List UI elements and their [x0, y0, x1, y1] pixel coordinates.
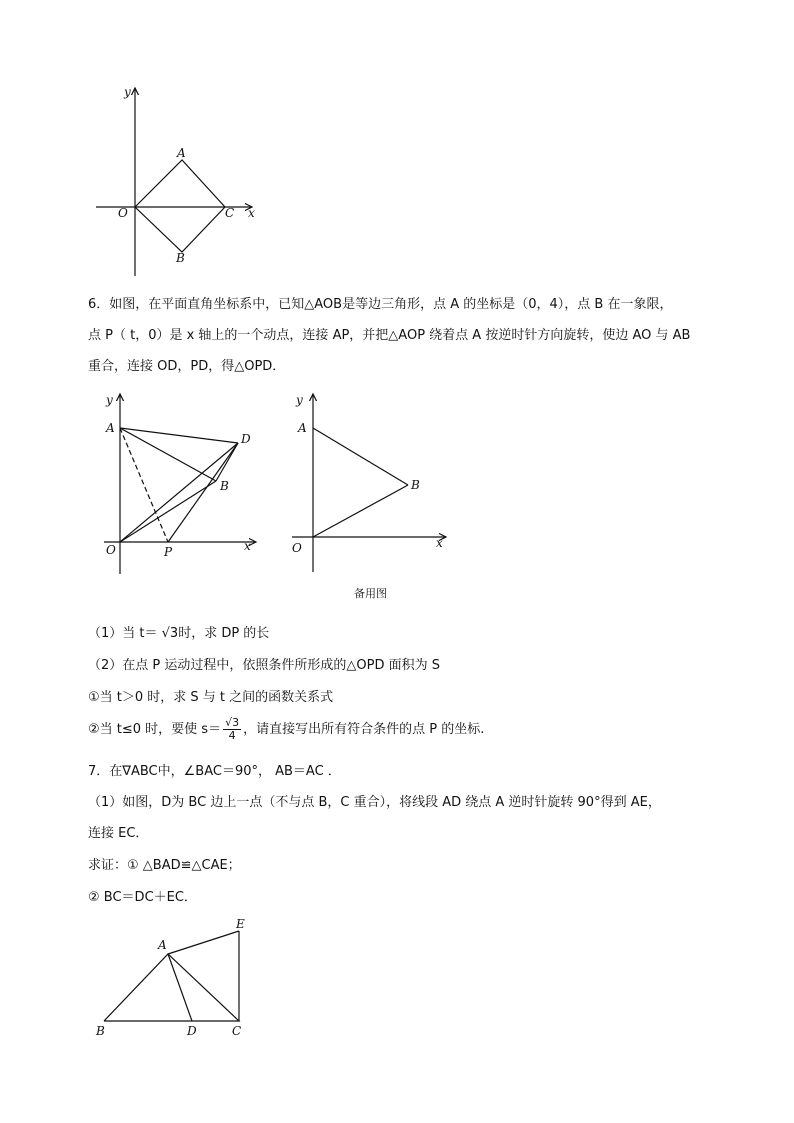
q7-part-1-line-2: 连接 EC．	[88, 826, 149, 841]
q6-stem-line-3: 重合，连接 OD，PD，得△OPD．	[88, 359, 286, 374]
segment-ab	[313, 428, 408, 485]
label-o: O	[106, 543, 116, 557]
q7-figure-triangle	[94, 915, 264, 1040]
q7-proof-1: 求证：① △BAD≌△CAE；	[88, 858, 241, 873]
label-a: A	[106, 421, 115, 435]
label-y: y	[106, 393, 113, 407]
q6-stem-line-2: 点 P（ t，0）是 x 轴上的一个动点，连接 AP，并把△AOP 绕着点 A 按逆时针方向旋转，使边 AO 与 AB	[88, 328, 691, 343]
segment-ap-dashed	[120, 428, 168, 542]
q7-stem: 7．在∇ABC中，∠BAC＝90°， AB＝AC ．	[88, 764, 341, 779]
label-x: x	[248, 206, 255, 220]
segment-ae	[168, 931, 239, 954]
label-o: O	[292, 541, 302, 555]
label-x: x	[436, 536, 443, 550]
label-b: B	[411, 478, 420, 492]
square-oacb	[135, 160, 225, 252]
segment-ad	[168, 954, 192, 1021]
q7-proof-2: ② BC＝DC＋EC．	[88, 890, 197, 905]
label-e: E	[236, 917, 245, 931]
fraction-denominator: 4	[228, 729, 236, 742]
fraction-numerator: √3	[225, 716, 240, 729]
label-c: C	[232, 1024, 242, 1038]
label-y: y	[124, 85, 131, 99]
q6-part-2: （2）在点 P 运动过程中，依照条件所形成的△OPD 面积为 S	[88, 658, 440, 673]
label-b: B	[96, 1024, 105, 1038]
label-b: B	[176, 251, 185, 265]
label-p: P	[164, 545, 173, 559]
label-a: A	[158, 938, 167, 952]
q6-figure-spare	[284, 390, 454, 580]
q6-part-2-2-prefix: ②当 t≤0 时，要使 s＝	[88, 722, 222, 737]
q6-part-2-2-suffix: ，请直接写出所有符合条件的点 P 的坐标.	[243, 722, 485, 737]
fraction-sqrt3-over-4	[223, 717, 241, 742]
label-y: y	[296, 393, 303, 407]
label-a: A	[177, 146, 186, 160]
label-d: D	[187, 1024, 197, 1038]
label-a: A	[298, 421, 307, 435]
segment-ob	[120, 481, 216, 542]
spare-figure-caption: 备用图	[354, 587, 387, 600]
label-d: D	[241, 432, 251, 446]
figure-square-axes	[92, 84, 262, 279]
q6-part-2-2	[88, 717, 484, 742]
segment-ob	[313, 485, 408, 537]
label-b: B	[220, 479, 229, 493]
q7-part-1-line-1: （1）如图，D为 BC 边上一点（不与点 B，C 重合），将线段 AD 绕点 A 逆时针旋转 90°得到 AE，	[88, 795, 661, 810]
segment-ad	[120, 428, 238, 443]
label-o: O	[118, 206, 128, 220]
label-c: C	[225, 206, 235, 220]
q6-part-1: （1）当 t＝ √3时，求 DP 的长	[88, 626, 270, 641]
q6-figure-main	[96, 390, 266, 580]
label-x: x	[244, 539, 251, 553]
q6-stem-line-1: 6．如图，在平面直角坐标系中，已知△AOB是等边三角形，点 A 的坐标是（0，4），点 B 在一象限，	[88, 297, 673, 312]
q6-part-2-1: ①当 t＞0 时，求 S 与 t 之间的函数关系式	[88, 690, 334, 705]
